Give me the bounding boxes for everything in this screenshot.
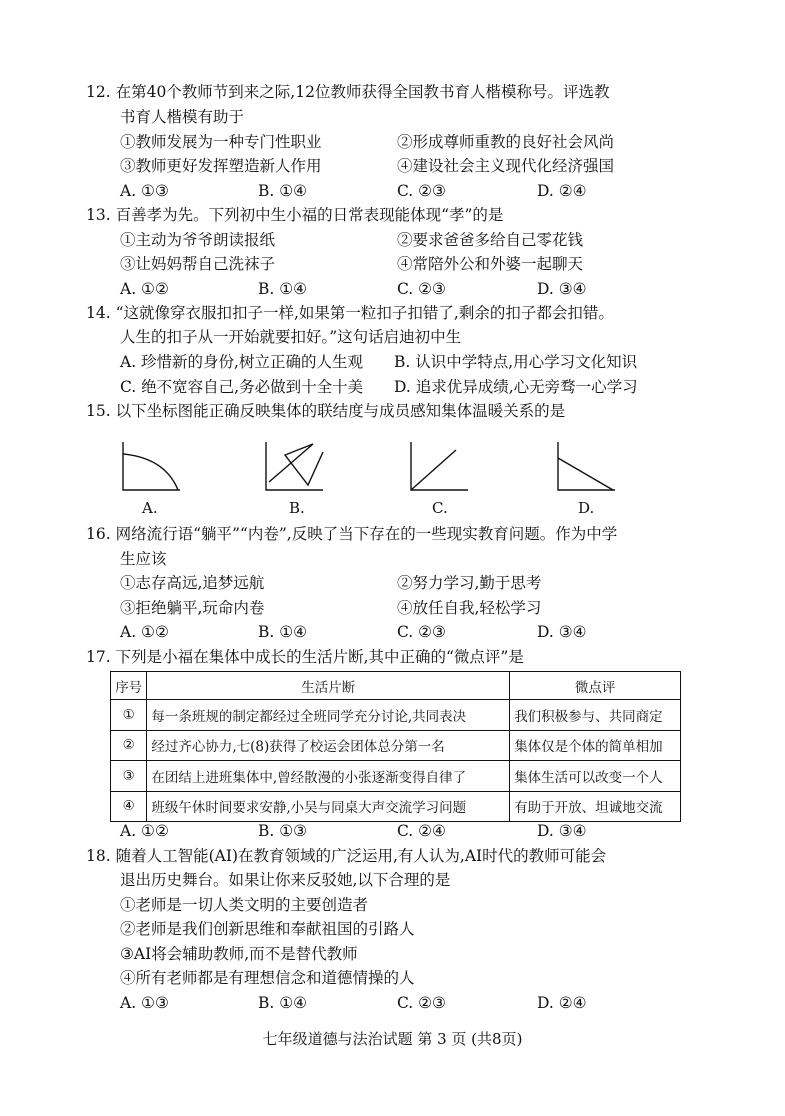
q12-option-3: ③教师更好发挥塑造新人作用 [120,157,322,175]
q13-option-3: ③让妈妈帮自己洗袜子 [120,255,276,273]
q17-row3-fragment: 在团结上进班集体中,曾经散漫的小张逐渐变得自律了 [147,761,510,792]
q15-label-b: B. [289,499,305,517]
q18-choice-d: D. ②④ [537,994,587,1012]
q16-choice-b: B. ①④ [258,623,308,641]
q15-graph-a-axes [123,442,180,490]
q17-choice-d: D. ③④ [537,822,587,840]
q14-stem-line2: 人生的扣子从一开始就要扣好。”这句话启迪初中生 [120,328,462,346]
q12-stem-line2: 书育人楷模有助于 [120,108,245,126]
q15-graph-b-axes [266,442,323,490]
q17-row4-index: ④ [111,791,147,822]
q17-row3-index: ③ [111,761,147,792]
q13-choice-a: A. ①② [120,280,169,298]
q18-option-4: ④所有老师都是有理想信念和道德情操的人 [120,969,415,987]
q14-stem-line1: 14. “这就像穿衣服扣扣子一样,如果第一粒扣子扣错了,剩余的扣子都会扣错。 [86,304,614,322]
page-footer: 七年级道德与法治试题 第 3 页 (共8页) [262,1030,523,1048]
q12-choice-a: A. ①③ [120,182,169,200]
q18-stem-line1: 18. 随着人工智能(AI)在教育领域的广泛运用,有人认为,AI时代的教师可能会 [86,847,607,865]
q18-stem-line2: 退出历史舞台。如果让你来反驳她,以下合理的是 [120,871,451,889]
q17-table [110,671,681,822]
q14-choice-b: B. 认识中学特点,用心学习文化知识 [394,353,638,371]
q15-graph-c-line [411,450,456,490]
q17-choice-b: B. ①③ [258,822,308,840]
q13-option-2: ②要求爸爸多给自己零花钱 [397,231,584,249]
q16-option-2: ②努力学习,勤于思考 [397,574,542,592]
q12-stem-line1: 12. 在第40个教师节到来之际,12位教师获得全国教书育人楷模称号。评选教 [86,83,610,101]
q14-choice-a: A. 珍惜新的身份,树立正确的人生观 [120,353,363,371]
q13-option-4: ④常陪外公和外婆一起聊天 [397,255,584,273]
q18-option-3: ③AI将会辅助教师,而不是替代教师 [120,945,358,963]
q12-choice-b: B. ①④ [258,182,308,200]
q12-choice-c: C. ②③ [397,182,446,200]
q16-choice-c: C. ②③ [397,623,446,641]
q15-label-a: A. [142,499,158,517]
q17-row2-comment: 集体仅是个体的简单相加 [510,730,681,761]
q15-graph-a [120,440,190,496]
q13-stem-line1: 13. 百善孝为先。下列初中生小福的日常表现能体现“孝”的是 [86,206,504,224]
q18-choice-b: B. ①④ [258,994,308,1012]
q17-row1-comment: 我们积极参与、共同商定 [510,700,681,731]
q15-graph-b-line [269,444,323,485]
table-row [111,700,681,731]
q18-choice-c: C. ②③ [397,994,446,1012]
table-row [111,791,681,822]
q16-choice-d: D. ③④ [537,623,587,641]
q12-option-2: ②形成尊师重教的良好社会风尚 [397,133,615,151]
q17-row3-comment: 集体生活可以改变一个人 [510,761,681,792]
q12-option-1: ①教师发展为一种专门性职业 [120,133,322,151]
q15-graph-d-axes [558,442,615,490]
table-row [111,761,681,792]
q15-graph-c [408,440,478,496]
q17-table-header-row [111,672,681,700]
q17-row2-index: ② [111,730,147,761]
q15-graph-d-line [558,458,613,490]
q13-choice-c: C. ②③ [397,280,446,298]
q13-choice-b: B. ①④ [258,280,308,298]
q16-option-1: ①志存高远,追梦远航 [120,574,265,592]
q14-choice-d: D. 追求优异成绩,心无旁骛一心学习 [394,378,638,396]
q16-option-4: ④放任自我,轻松学习 [397,599,542,617]
q16-stem-line1: 16. 网络流行语“躺平”“内卷”,反映了当下存在的一些现实教育问题。作为中学 [86,525,618,543]
q13-option-1: ①主动为爷爷朗读报纸 [120,231,276,249]
q17-choice-c: C. ②④ [397,822,446,840]
q17-row1-fragment: 每一条班规的制定都经过全班同学充分讨论,共同表决 [147,700,510,731]
q17-choice-a: A. ①② [120,822,169,840]
q18-option-1: ①老师是一切人类文明的主要创造者 [120,896,369,914]
q17-stem-line1: 17. 下列是小福在集体中成长的生活片断,其中正确的“微点评”是 [86,648,524,666]
q15-stem-line1: 15. 以下坐标图能正确反映集体的联结度与成员感知集体温暖关系的是 [86,402,566,420]
q17-row1-index: ① [111,700,147,731]
q17-row4-fragment: 班级午休时间要求安静,小吴与同桌大声交流学习问题 [147,791,510,822]
q16-choice-a: A. ①② [120,623,169,641]
q18-choice-a: A. ①③ [120,994,169,1012]
q18-option-2: ②老师是我们创新思维和奉献祖国的引路人 [120,920,415,938]
q16-stem-line2: 生应该 [120,550,167,568]
q15-graph-d [555,440,625,496]
q12-option-4: ④建设社会主义现代化经济强国 [397,157,615,175]
q14-choice-c: C. 绝不宽容自己,务必做到十全十美 [120,378,364,396]
q17-header-fragment: 生活片断 [147,672,510,700]
q17-header-comment: 微点评 [510,672,681,700]
q17-row2-fragment: 经过齐心协力,七(8)获得了校运会团体总分第一名 [147,730,510,761]
q15-graph-a-curve [123,454,178,490]
q16-option-3: ③拒绝躺平,玩命内卷 [120,599,265,617]
q15-graph-b [263,440,333,496]
q17-row4-comment: 有助于开放、坦诚地交流 [510,791,681,822]
q15-label-d: D. [578,499,595,517]
q15-label-c: C. [432,499,448,517]
table-row [111,730,681,761]
q17-header-index: 序号 [111,672,147,700]
q12-choice-d: D. ②④ [537,182,587,200]
q13-choice-d: D. ③④ [537,280,587,298]
